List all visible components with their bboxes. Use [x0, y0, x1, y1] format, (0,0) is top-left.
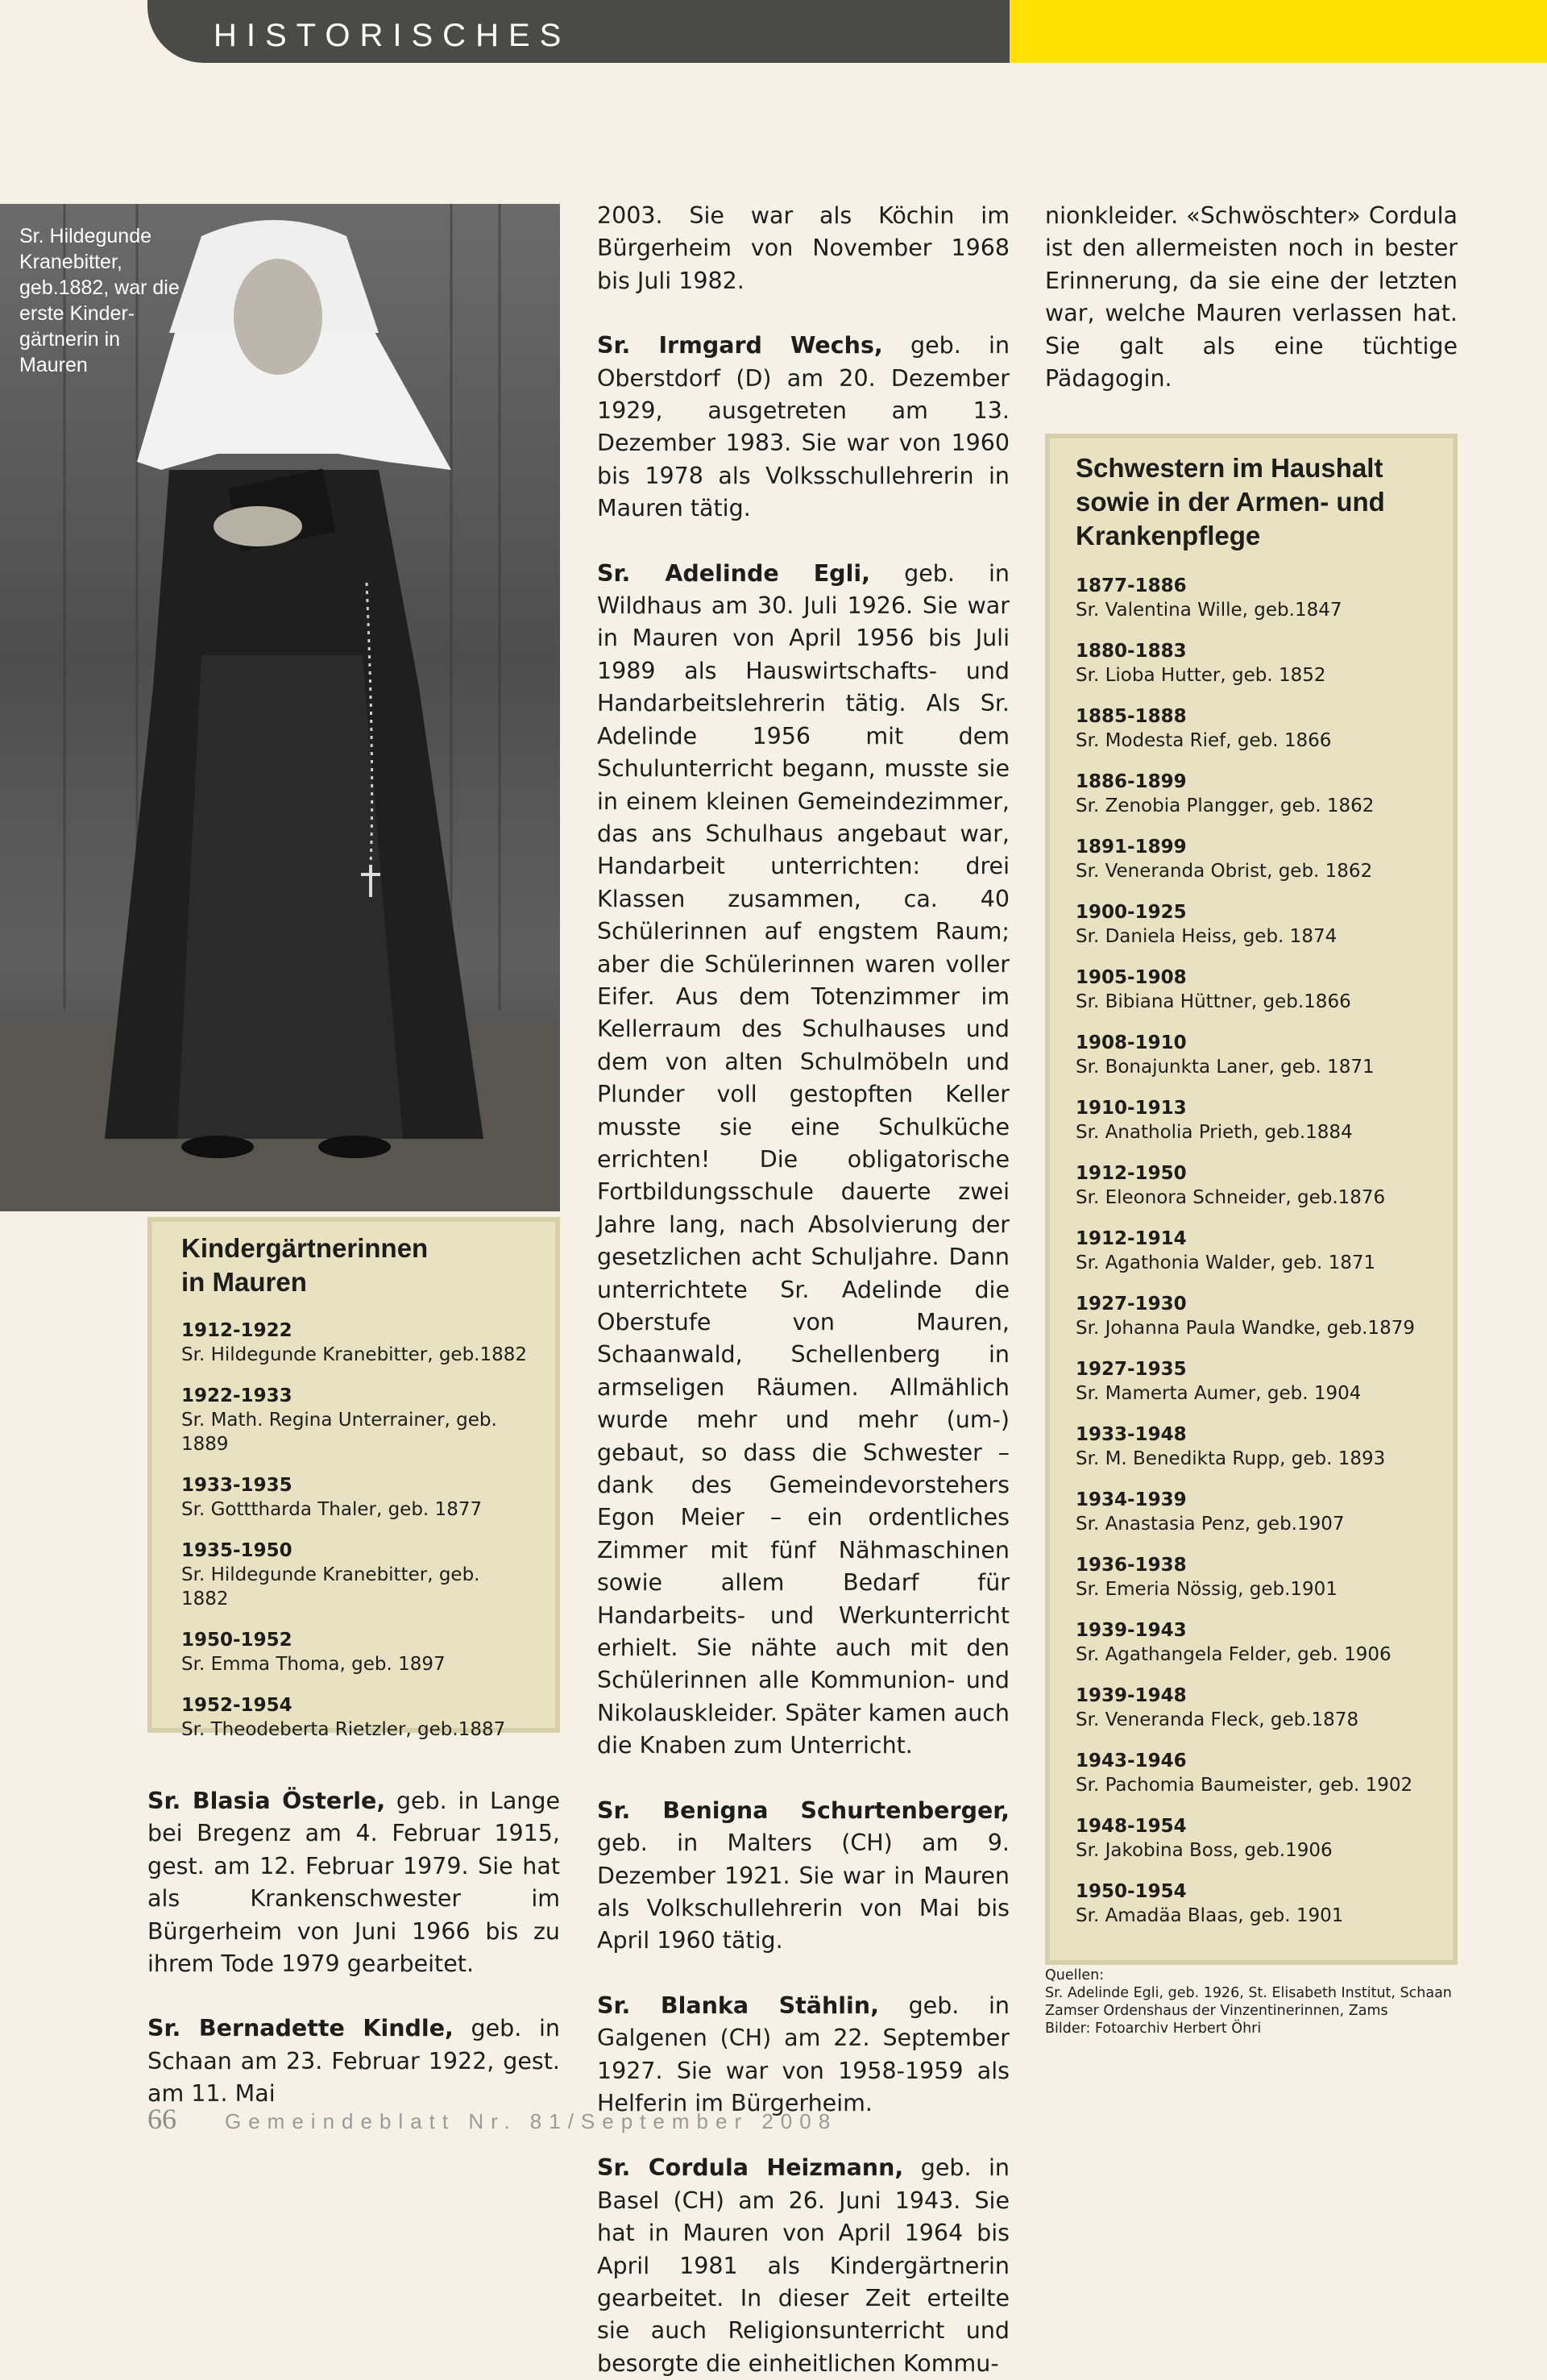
entry-name: Sr. Lioba Hutter, geb. 1852: [1076, 665, 1326, 686]
entry-name: Sr. Zenobia Plangger, geb. 1862: [1076, 795, 1375, 816]
section-title: HISTORISCHES: [214, 18, 571, 53]
list-entry: [181, 1384, 533, 1456]
household-list: [1076, 574, 1433, 1928]
entry-years: 1912-1922: [181, 1320, 292, 1341]
entry-years: 1934-1939: [1076, 1489, 1187, 1510]
paragraph: Sr. Adelinde Egli, geb. in Wildhaus am 30. Juli 1926. Sie war in Mauren von April 1956 bis Juli 1989 als Hauswirtschafts- und Handarbeitslehrerin tätig. Als Sr. Adelinde 1956 mit dem Schulunterricht begann, musste sie in einem kleinen Gemeindezimmer, das ans Schulhaus angebaut war, Handarbeit unterrichten: drei Klassen zusammen, ca. 40 Schülerinnen auf engstem Raum; aber die Schülerinnen waren voller Eifer. Aus dem Totenzimmer im Kellerraum des Schulhauses und dem von alten Schulmöbeln und Plunder voll gestopften Keller musste sie eine Schulküche errichten! Die obligatorische Fortbildungsschule dauerte zwei Jahre lang, nach Absolvierung der gesetzlichen acht Schuljahre. Dann unterrichtete Sr. Adelinde die Oberstufe von Mauren, Schaanwald, Schellenberg in armseligen Räumen. Allmählich wurde mehr und mehr (um-) gebaut, so dass die Schwester – dank des Gemeindevorstehers Egon Meier – ein ordentliches Zimmer mit fünf Nähmaschinen sowie allem Bedarf für Handarbeits- und Werkunterricht erhielt. Sie nähte auch mit den Schülerinnen alle Kommunion- und Nikolauskleider. Später kamen auch die Knaben zum Unterricht.: [597, 559, 1010, 1759]
entry-name: Sr. Veneranda Fleck, geb.1878: [1076, 1709, 1359, 1730]
entry-name: Sr. Emma Thoma, geb. 1897: [181, 1654, 446, 1675]
entry-name: Sr. Gotttharda Thaler, geb. 1877: [181, 1499, 483, 1520]
list-entry: [1076, 900, 1433, 949]
household-box: [1045, 434, 1458, 1965]
entry-years: 1933-1948: [1076, 1424, 1187, 1445]
entry-years: 1936-1938: [1076, 1555, 1187, 1576]
entry-name: Sr. Johanna Paula Wandke, geb.1879: [1076, 1318, 1415, 1339]
entry-years: 1910-1913: [1076, 1098, 1187, 1119]
header-accent: [1010, 0, 1547, 63]
entry-years: 1905-1908: [1076, 967, 1187, 988]
list-entry: [181, 1628, 533, 1676]
list-entry: [1076, 1227, 1433, 1275]
paragraph: Sr. Bernadette Kindle, geb. in Schaan am 23. Februar 1922, gest. am 11. Mai: [147, 2015, 560, 2108]
entry-years: 1948-1954: [1076, 1816, 1187, 1837]
list-entry: [1076, 770, 1433, 818]
sources-line: Sr. Adelinde Egli, geb. 1926, St. Elisabeth Institut, Schaan: [1045, 1985, 1452, 2001]
publication-info: Gemeindeblatt Nr. 81/September 2008: [225, 2109, 838, 2133]
list-entry: [181, 1319, 533, 1367]
entry-years: 1900-1925: [1076, 902, 1187, 923]
entry-years: 1927-1935: [1076, 1359, 1187, 1380]
page-footer: [147, 2102, 837, 2136]
list-entry: [1076, 966, 1433, 1014]
entry-name: Sr. Math. Regina Unterrainer, geb. 1889: [181, 1410, 497, 1455]
entry-name: Sr. Theodeberta Rietzler, geb.1887: [181, 1719, 506, 1740]
entry-name: Sr. Jakobina Boss, geb.1906: [1076, 1840, 1333, 1861]
entry-years: 1885-1888: [1076, 706, 1187, 727]
entry-years: 1908-1910: [1076, 1032, 1187, 1053]
list-entry: [1076, 1749, 1433, 1797]
list-entry: [1076, 574, 1433, 622]
household-box-title: Schwestern im Haushalt sowie in der Armen- und Krankenpflege: [1076, 453, 1385, 550]
paragraph: Sr. Benigna Schurtenberger, geb. in Malters (CH) am 9. Dezember 1921. Sie war in Mauren als Volkschullehrerin von Mai bis April 1960 tätig.: [597, 1796, 1010, 1954]
entry-years: 1891-1899: [1076, 837, 1187, 858]
entry-name: Sr. Agathonia Walder, geb. 1871: [1076, 1252, 1376, 1273]
sources-line: Bilder: Fotoarchiv Herbert Öhri: [1045, 2021, 1262, 2037]
sources-line: Zamser Ordenshaus der Vinzentinerinnen, Zams: [1045, 2003, 1388, 2019]
entry-years: 1933-1935: [181, 1475, 292, 1496]
entry-years: 1880-1883: [1076, 641, 1187, 662]
list-entry: [1076, 1096, 1433, 1144]
list-entry: [1076, 1553, 1433, 1601]
list-entry: [1076, 704, 1433, 753]
paragraph: Sr. Blanka Stählin, geb. in Galgenen (CH) am 22. September 1927. Sie war von 1958-1959 als Helferin im Bürgerheim.: [597, 1992, 1010, 2116]
column-3: [1045, 200, 1458, 395]
entry-name: Sr. Emeria Nössig, geb.1901: [1076, 1579, 1338, 1600]
entry-years: 1877-1886: [1076, 575, 1187, 596]
paragraph: Sr. Irmgard Wechs, geb. in Oberstdorf (D) am 20. Dezember 1929, ausgetreten am 13. Dezember 1983. Sie war von 1960 bis 1978 als Volksschullehrerin in Mauren tätig.: [597, 332, 1010, 522]
entry-name: Sr. Bibiana Hüttner, geb.1866: [1076, 991, 1351, 1012]
entry-name: Sr. Eleonora Schneider, geb.1876: [1076, 1187, 1386, 1208]
entry-name: Sr. Veneranda Obrist, geb. 1862: [1076, 861, 1373, 882]
paragraph: nionkleider. «Schwöschter» Cordula ist den allermeisten noch in bester Erinnerung, da sie eine der letzten war, welche Mauren verlassen hat. Sie galt als eine tüchtige Pädagogin.: [1045, 202, 1458, 393]
entry-years: 1927-1930: [1076, 1294, 1187, 1315]
entry-years: 1886-1899: [1076, 771, 1187, 792]
entry-name: Sr. Pachomia Baumeister, geb. 1902: [1076, 1775, 1413, 1796]
photo-caption: Sr. Hildegunde Kranebitter, geb.1882, war die erste Kinder-gärtnerin in Mauren: [19, 225, 180, 376]
entry-name: Sr. Daniela Heiss, geb. 1874: [1076, 926, 1338, 947]
paragraph: 2003. Sie war als Köchin im Bürgerheim von November 1968 bis Juli 1982.: [597, 202, 1010, 294]
list-entry: [1076, 1357, 1433, 1406]
entry-years: 1950-1952: [181, 1630, 292, 1651]
list-entry: [181, 1473, 533, 1522]
entry-years: 1935-1950: [181, 1540, 292, 1561]
entry-years: 1943-1946: [1076, 1751, 1187, 1772]
entry-years: 1939-1943: [1076, 1620, 1187, 1641]
list-entry: [1076, 1292, 1433, 1340]
entry-name: Sr. Anatholia Prieth, geb.1884: [1076, 1122, 1353, 1143]
entry-years: 1939-1948: [1076, 1685, 1187, 1706]
kindergarten-box: [147, 1217, 560, 1740]
kindergarten-list: [181, 1319, 533, 1742]
entry-name: Sr. Amadäa Blaas, geb. 1901: [1076, 1905, 1344, 1926]
paragraph: Sr. Blasia Österle, geb. in Lange bei Bregenz am 4. Februar 1915, gest. am 12. Februar 1979. Sie hat als Krankenschwester im Bürgerheim von Juni 1966 bis zu ihrem Tode 1979 gearbeitet.: [147, 1788, 560, 1978]
paragraph: Sr. Cordula Heizmann, geb. in Basel (CH) am 26. Juni 1943. Sie hat in Mauren von April 1964 bis April 1981 als Kindergärtnerin gearbeitet. In dieser Zeit erteilte sie auch Religionsunterricht und besorgte die einheitlichen Kommu-: [597, 2154, 1010, 2377]
list-entry: [1076, 1161, 1433, 1210]
entry-name: Sr. Mamerta Aumer, geb. 1904: [1076, 1383, 1362, 1404]
entry-name: Sr. Hildegunde Kranebitter, geb. 1882: [181, 1564, 480, 1610]
entry-name: Sr. Hildegunde Kranebitter, geb.1882: [181, 1344, 528, 1365]
list-entry: [181, 1539, 533, 1611]
entry-name: Sr. Bonajunkta Laner, geb. 1871: [1076, 1057, 1375, 1078]
entry-years: 1912-1914: [1076, 1228, 1187, 1249]
entry-years: 1952-1954: [181, 1695, 292, 1716]
list-entry: [1076, 639, 1433, 687]
list-entry: [181, 1693, 533, 1742]
list-entry: [1076, 1423, 1433, 1471]
list-entry: [1076, 1031, 1433, 1079]
list-entry: [1076, 1684, 1433, 1732]
entry-years: 1912-1950: [1076, 1163, 1187, 1184]
sources-label: Quellen:: [1045, 1967, 1105, 1983]
list-entry: [1076, 1488, 1433, 1536]
page-number: 66: [147, 2103, 176, 2135]
entry-years: 1922-1933: [181, 1385, 292, 1406]
entry-years: 1950-1954: [1076, 1881, 1187, 1902]
list-entry: [1076, 1618, 1433, 1667]
list-entry: [1076, 1814, 1433, 1863]
sources: [1045, 1967, 1458, 2037]
entry-name: Sr. Anastasia Penz, geb.1907: [1076, 1514, 1345, 1535]
entry-name: Sr. Modesta Rief, geb. 1866: [1076, 730, 1332, 751]
kindergarten-box-title: Kindergärtnerinnen in Mauren: [181, 1233, 429, 1297]
column-2: [597, 200, 1010, 2380]
entry-name: Sr. M. Benedikta Rupp, geb. 1893: [1076, 1448, 1386, 1469]
column-1: [147, 1785, 560, 2111]
list-entry: [1076, 1879, 1433, 1928]
list-entry: [1076, 835, 1433, 883]
entry-name: Sr. Agathangela Felder, geb. 1906: [1076, 1644, 1391, 1665]
entry-name: Sr. Valentina Wille, geb.1847: [1076, 600, 1342, 621]
